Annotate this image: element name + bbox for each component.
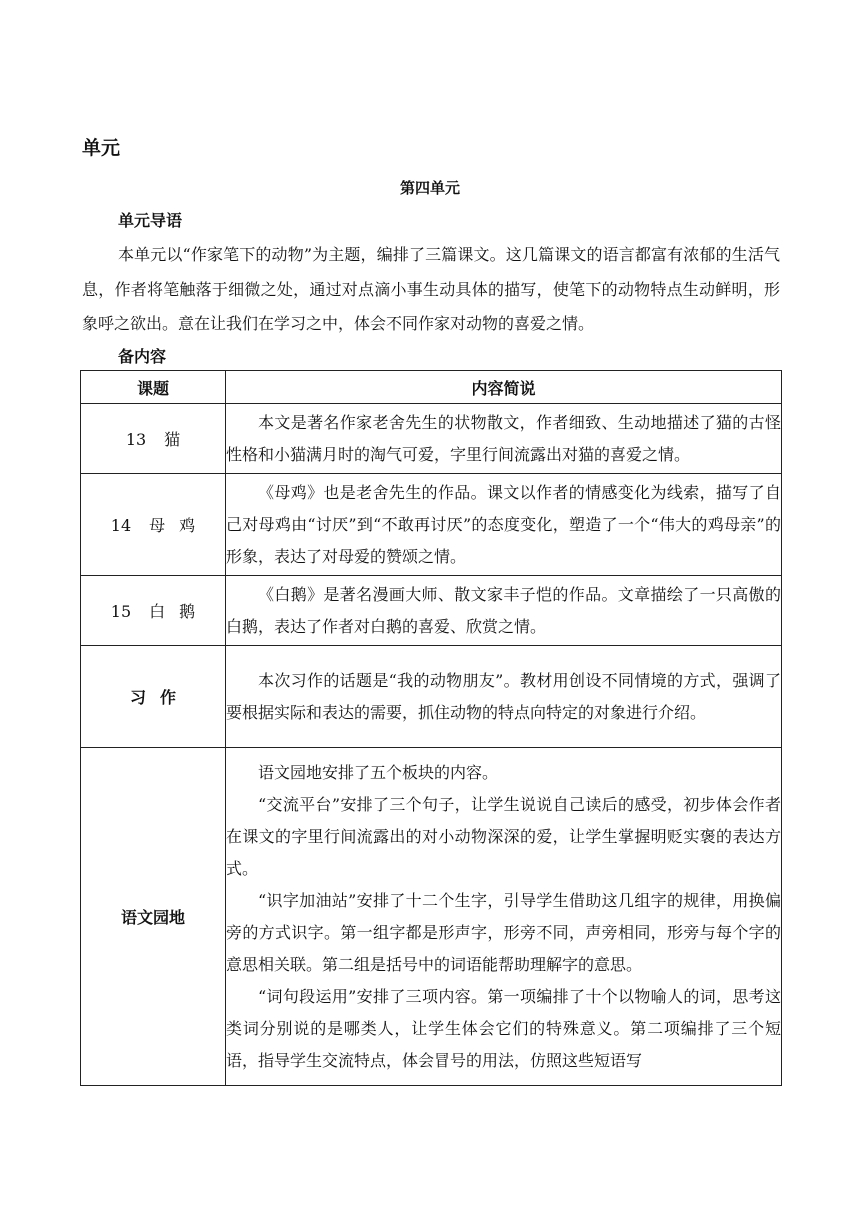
table-header-row [81, 371, 782, 404]
lesson-title: 语文园地 [120, 908, 185, 927]
lesson-title-char: 白 [149, 602, 166, 621]
lesson-title-cell [81, 474, 226, 576]
lesson-title-cell [81, 404, 226, 474]
lesson-title-cell [81, 576, 226, 646]
table-row [81, 474, 782, 576]
lesson-number: 14 [110, 516, 132, 535]
lesson-title-char: 习 [129, 688, 146, 707]
summary-paragraph: “识字加油站”安排了十二个生字，引导学生借助这几组字的规律，用换偏旁的方式识字。第一组字都是形声字，形旁不同，声旁相同，形旁与每个字的意思相关联。第二组是括号中的词语能帮助理解字的意思。 [226, 890, 781, 974]
lesson-title-char: 作 [160, 688, 177, 707]
intro-heading: 单元导语 [118, 211, 183, 230]
lesson-summary-cell [226, 404, 782, 474]
lesson-title-cell [81, 748, 226, 1086]
lesson-title: 猫 [164, 430, 181, 449]
table-row [81, 646, 782, 748]
summary-paragraph: “词句段运用”安排了三项内容。第一项编排了十个以物喻人的词，思考这类词分别说的是哪类人，让学生体会它们的特殊意义。第二项编排了三个短语，指导学生交流特点，体会冒号的用法，仿照这些短语写 [226, 986, 781, 1070]
lesson-number: 13 [125, 430, 147, 449]
summary-paragraph: 本文是著名作家老舍先生的状物散文，作者细致、生动地描述了猫的古怪性格和小猫满月时的淘气可爱，字里行间流露出对猫的喜爱之情。 [226, 412, 781, 464]
summary-paragraph: 《白鹅》是著名漫画大师、散文家丰子恺的作品。文章描绘了一只高傲的白鹅，表达了作者对白鹅的喜爱、欣赏之情。 [226, 584, 781, 636]
table-row [81, 404, 782, 474]
header-summary: 内容简说 [226, 371, 782, 404]
lesson-title-char: 鹅 [179, 602, 196, 621]
lesson-summary-cell [226, 474, 782, 576]
content-heading: 备内容 [118, 347, 167, 366]
lesson-title-char: 母 [149, 516, 166, 535]
lesson-summary-cell [226, 646, 782, 748]
table-row [81, 748, 782, 1086]
table-row [81, 576, 782, 646]
lesson-title-cell [81, 646, 226, 748]
lesson-title-char: 鸡 [179, 516, 196, 535]
page-heading: 单元 [82, 137, 121, 159]
summary-paragraph: “交流平台”安排了三个句子，让学生说说自己读后的感受，初步体会作者在课文的字里行间流露出的对小动物深深的爱，让学生掌握明贬实褒的表达方式。 [226, 794, 781, 878]
lesson-summary-cell [226, 748, 782, 1086]
lesson-number: 15 [110, 602, 132, 621]
summary-paragraph: 语文园地安排了五个板块的内容。 [258, 762, 499, 782]
header-lesson: 课题 [81, 371, 226, 404]
unit-title: 第四单元 [399, 179, 460, 197]
summary-paragraph: 《母鸡》也是老舍先生的作品。课文以作者的情感变化为线索，描写了自己对母鸡由“讨厌”到“不敢再讨厌”的态度变化，塑造了一个“伟大的鸡母亲”的形象，表达了对母爱的赞颂之情。 [226, 482, 781, 566]
lesson-summary-cell [226, 576, 782, 646]
summary-paragraph: 本次习作的话题是“我的动物朋友”。教材用创设不同情境的方式，强调了要根据实际和表达的需要，抓住动物的特点向特定的对象进行介绍。 [226, 670, 781, 722]
intro-paragraph: 本单元以“作家笔下的动物”为主题，编排了三篇课文。这几篇课文的语言都富有浓郁的生活气息，作者将笔触落于细微之处，通过对点滴小事生动具体的描写，使笔下的动物特点生动鲜明，形象呼之欲出。意在让我们在学习之中，体会不同作家对动物的喜爱之情。 [82, 245, 780, 333]
lesson-table [80, 370, 782, 1086]
